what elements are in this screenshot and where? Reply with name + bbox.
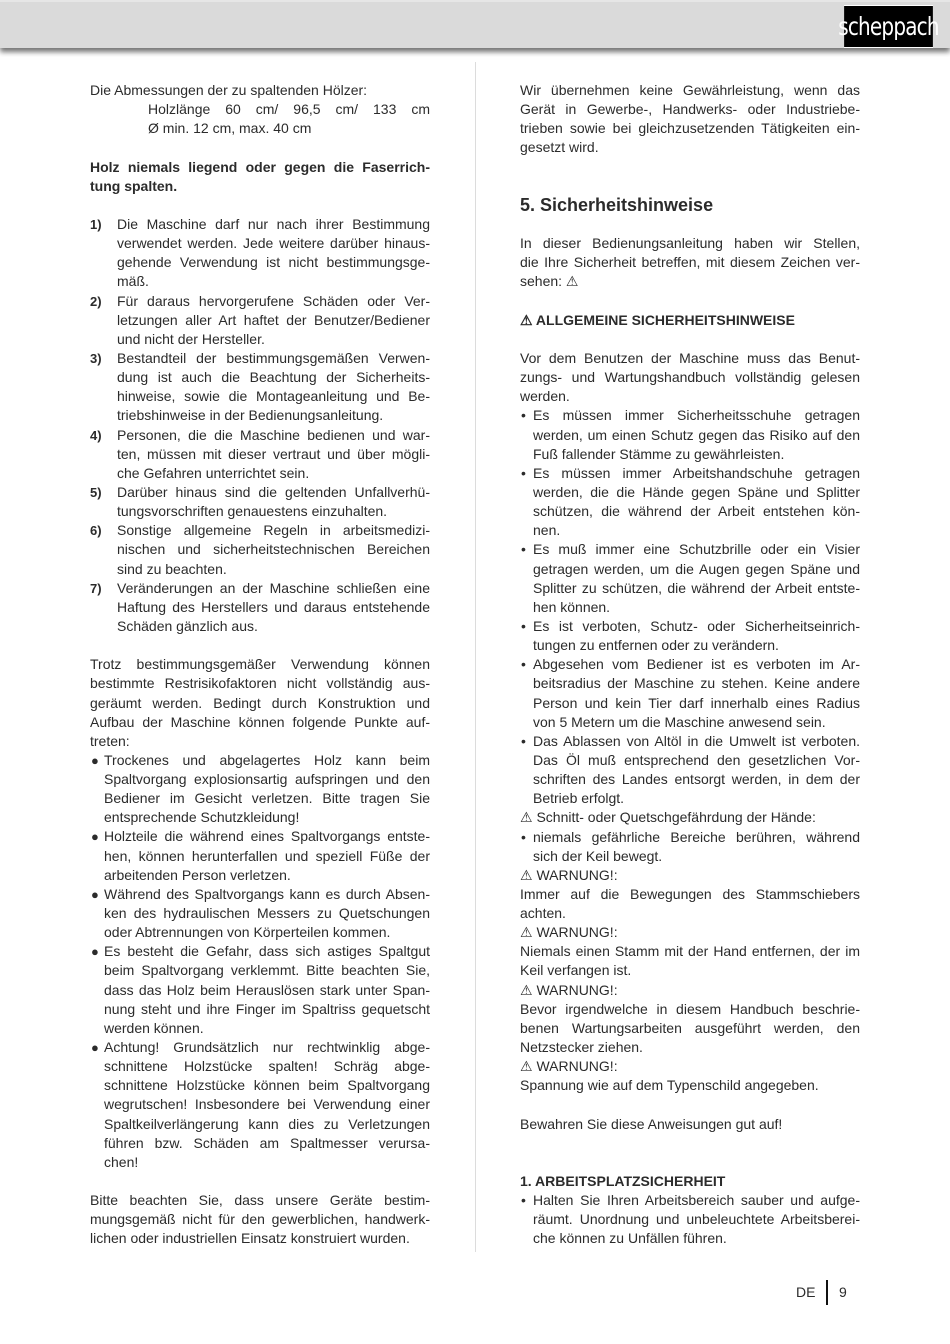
text-line: Die Abmessungen der zu spaltenden Hölzer: <box>90 82 368 98</box>
numbered-item <box>90 349 430 426</box>
text-line: Das Ablassen von Altöl in die Umwelt ist verboten. <box>533 732 860 749</box>
text-line: schützen, die während der Arbeit entstehen kön- <box>533 503 860 520</box>
bullet-item <box>520 828 860 866</box>
text-line: arbeitenden Person verletzen. <box>104 866 291 883</box>
text-line: che können zu Unfällen führen. <box>533 1230 727 1247</box>
paragraph <box>520 808 860 827</box>
text-line: gehende Verwendung ist nicht bestimmungsge- <box>117 254 430 271</box>
text-line: Spannung wie auf dem Typenschild angegeben. <box>520 1077 819 1094</box>
numbered-item <box>90 215 430 292</box>
item-number: 1) <box>90 216 102 232</box>
bullet-marker: • <box>521 464 526 481</box>
text-line: Halten Sie Ihren Arbeitsbereich sauber und aufge- <box>533 1192 860 1209</box>
text-line: getragen werden, um die Augen gegen Späne und <box>533 560 860 577</box>
bullet-item <box>520 406 860 463</box>
text-line: Das Öl muß entsprechend den gesetzlichen Vor- <box>533 751 860 768</box>
text-line: ⚠ WARNUNG!: <box>520 866 618 883</box>
bullet-item <box>520 464 860 541</box>
bullet-item <box>90 942 430 1038</box>
bullet-marker: ● <box>91 886 99 902</box>
text-line: Person und kein Tier darf innerhalb eines Radius <box>533 694 860 711</box>
text-line: Netzstecker ziehen. <box>520 1039 643 1056</box>
paragraph <box>520 1076 860 1095</box>
text-line: hen, können herunterfallen und speziell Füße der <box>104 847 430 864</box>
right-column <box>520 81 860 1249</box>
bold-paragraph <box>520 311 860 330</box>
footer-separator <box>826 1280 828 1305</box>
bullet-item <box>520 540 860 617</box>
bullet-marker: • <box>521 541 526 558</box>
scheppach-logo: scheppach <box>843 5 933 48</box>
text-line: Schäden gänzlich aus. <box>117 617 258 634</box>
bullet-marker: ● <box>91 1040 99 1056</box>
paragraph <box>520 923 860 942</box>
text-line: hinweise, sowie die Montageanleitung und Be- <box>117 388 430 405</box>
text-line: Spaltkeilverlängerung kann dies zu Verletzungen <box>104 1115 430 1132</box>
text-line: tungen zu entfernen oder zu verändern. <box>533 637 779 654</box>
text-line: trieben sowie bei gleichzusetzenden Tätigkeiten ein- <box>520 120 860 137</box>
text-line: Veränderungen an der Maschine schließen eine <box>117 579 430 596</box>
text-line: Darüber hinaus sind die geltenden Unfallverhü- <box>117 483 430 500</box>
text-line: Bewahren Sie diese Anweisungen gut auf! <box>520 1115 783 1132</box>
item-number: 7) <box>90 580 102 596</box>
text-line: Haftung des Herstellers und daraus entstehende <box>117 598 430 615</box>
text-line: schnittene Holzstücke spalten! Schräg abge- <box>104 1058 430 1075</box>
paragraph <box>520 981 860 1000</box>
text-line: Es müssen immer Sicherheitsschuhe getragen <box>533 407 860 424</box>
text-line: dass das Holz beim Herauslösen stark unter Span- <box>104 981 430 998</box>
text-line: verwendet werden. Jede weitere darüber hinaus- <box>117 235 430 252</box>
text-line: Abgesehen vom Bediener ist es verboten im Ar- <box>533 656 860 673</box>
bullet-item <box>90 1038 430 1172</box>
paragraph <box>520 1057 860 1076</box>
item-number: 3) <box>90 350 102 366</box>
section-heading <box>520 196 860 215</box>
text-line: gesetzt wird. <box>520 139 599 156</box>
paragraph <box>520 942 860 980</box>
text-line: Es müssen immer Arbeitshandschuhe getragen <box>533 464 860 481</box>
numbered-item <box>90 426 430 483</box>
text-line: ⚠ WARNUNG!: <box>520 1058 618 1075</box>
bullet-marker: ● <box>91 944 99 960</box>
text-line: Keil verfangen ist. <box>520 962 632 979</box>
text-line: Achtung! Grundsätzlich nur rechtwinklig abge- <box>104 1039 430 1056</box>
text-line: nen. <box>533 522 561 539</box>
text-line: triebshinweise in der Bedienungsanleitung. <box>117 407 384 424</box>
text-line: entsprechende Schutzkleidung! <box>104 809 300 826</box>
bullet-item <box>520 617 860 655</box>
text-line: niemals gefährliche Bereiche berühren, während <box>533 828 860 845</box>
text-line: che Gefahren unterrichtet sein. <box>117 464 310 481</box>
text-line: Aufbau der Maschine können folgende Punkte auf- <box>90 713 430 730</box>
bullet-marker: • <box>521 656 526 673</box>
text-line: treten: <box>90 732 130 749</box>
text-line: Sonstige allgemeine Regeln in arbeitsmedizi- <box>117 522 430 539</box>
text-line: tung spalten. <box>90 177 178 194</box>
bullet-marker: • <box>521 617 526 634</box>
text-line: beitsradius der Maschine zu stehen. Keine andere <box>533 675 860 692</box>
text-line: ⚠ WARNUNG!: <box>520 924 618 941</box>
text-line: ⚠ WARNUNG!: <box>520 981 618 998</box>
text-line: ⚠ Schnitt- oder Quetschgefährdung der Hände: <box>520 809 816 826</box>
text-line: führen bzw. Schäden am Spaltmesser verursa- <box>104 1134 430 1151</box>
bullet-marker: • <box>521 732 526 749</box>
text-line: achten. <box>520 905 566 922</box>
bullet-item <box>520 732 860 809</box>
text-line: lichen oder industriellen Einsatz konstruiert wurden. <box>90 1230 410 1247</box>
text-line: und nicht der Hersteller. <box>117 330 265 347</box>
paragraph <box>90 81 430 100</box>
text-line: sich der Keil bewegt. <box>533 847 663 864</box>
paragraph <box>520 885 860 923</box>
text-line: chen! <box>104 1153 139 1170</box>
item-number: 5) <box>90 484 102 500</box>
numbered-item <box>90 521 430 578</box>
text-line: tungsvorschriften genauestens einzuhalten. <box>117 503 388 520</box>
paragraph <box>90 655 430 751</box>
left-column <box>90 81 430 1249</box>
text-line: Es muß immer eine Schutzbrille oder ein Visier <box>533 541 860 558</box>
text-line: Spaltvorgang explosionsartig aufspringen und den <box>104 771 430 788</box>
numbered-item <box>90 483 430 521</box>
column-divider <box>475 62 476 1252</box>
bold-paragraph <box>520 1172 860 1191</box>
text-line: hen können. <box>533 598 611 615</box>
page-number: 9 <box>839 1284 847 1300</box>
text-line: geräumt werden. Bedingt durch Konstruktion und <box>90 694 430 711</box>
text-line: beim Spaltvorgang verklemmt. Bitte beachten Sie, <box>104 962 430 979</box>
text-line: schriften des Landes entsorgt werden, in dem der <box>533 771 860 788</box>
text-line: wegrutschen! Insbesondere bei Verwendung einer <box>104 1096 430 1113</box>
text-line: Während des Spaltvorgangs kann es durch Absen- <box>104 885 430 902</box>
text-line: Holzlänge 60 cm/ 96,5 cm/ 133 cm <box>148 101 430 118</box>
item-number: 2) <box>90 293 102 309</box>
text-line: Splitter zu schützen, die während der Arbeit entste- <box>533 579 860 596</box>
item-number: 6) <box>90 523 102 539</box>
text-line: sind zu beachten. <box>117 560 227 577</box>
paragraph <box>520 1115 860 1134</box>
bullet-marker: • <box>521 828 526 845</box>
footer-language: DE <box>796 1284 816 1300</box>
text-line: von 5 Metern um die Maschine anwesend sein. <box>533 713 826 730</box>
bullet-item <box>520 1191 860 1248</box>
text-line: Es ist verboten, Schutz- oder Sicherheitseinrich- <box>533 617 860 634</box>
numbered-item <box>90 579 430 636</box>
numbered-item <box>90 292 430 349</box>
text-line: Bediener im Gesicht verletzen. Bitte tragen Sie <box>104 790 430 807</box>
text-line: nung steht und ihre Finger im Spaltriss gequetscht <box>104 1000 430 1017</box>
text-line: Wir übernehmen keine Gewährleistung, wenn das <box>520 82 860 98</box>
indented-text <box>90 100 430 138</box>
text-line: Fuß fallender Stämme zu gewährleisten. <box>533 445 785 462</box>
text-line: Die Maschine darf nur nach ihrer Bestimmung <box>117 215 430 232</box>
text-line: ten, müssen mit dieser vertraut und über mögli- <box>117 445 430 462</box>
text-line: Trockenes und abgelagertes Holz kann beim <box>104 751 430 768</box>
text-line: werden, um einen Schutz gegen das Risiko auf den <box>533 426 860 443</box>
bullet-marker: • <box>521 1192 526 1209</box>
bullet-marker: ● <box>91 752 99 768</box>
text-line: ken des hydraulischen Messers zu Quetschungen <box>104 905 430 922</box>
text-line: 5. Sicherheitshinweise <box>520 194 714 215</box>
paragraph <box>520 234 860 291</box>
text-line: Vor dem Benutzen der Maschine muss das Benut- <box>520 349 860 366</box>
text-line: Für daraus hervorgerufene Schäden oder Ver- <box>117 292 430 309</box>
text-line: mäß. <box>117 273 149 290</box>
text-line: Es besteht die Gefahr, dass sich astiges Spaltgut <box>104 943 430 960</box>
text-line: werden. <box>520 388 570 405</box>
text-line: dung ist auch die Beachtung der Sicherheits- <box>117 369 430 386</box>
bullet-item <box>90 751 430 828</box>
bold-paragraph <box>90 158 430 196</box>
paragraph <box>520 1000 860 1057</box>
page-header <box>0 0 950 48</box>
bullet-item <box>90 885 430 942</box>
text-line: Betrieb erfolgt. <box>533 790 625 807</box>
text-line: ⚠ ALLGEMEINE SICHERHEITSHINWEISE <box>520 311 795 328</box>
text-line: benen Wartungsarbeiten ausgeführt werden, den <box>520 1019 860 1036</box>
text-line: oder Abtrennungen von Körperteilen kommen. <box>104 924 391 941</box>
item-number: 4) <box>90 427 102 443</box>
paragraph <box>520 866 860 885</box>
text-line: 1. ARBEITSPLATZSICHERHEIT <box>520 1173 726 1190</box>
text-line: mungsgemäß nicht für den gewerblichen, handwerk- <box>90 1211 430 1228</box>
text-line: zungs- und Wartungshandbuch vollständig gelesen <box>520 369 860 386</box>
text-line: Personen, die die Maschine bedienen und war- <box>117 426 430 443</box>
text-line: nischen und sicherheitstechnischen Bereichen <box>117 541 430 558</box>
bullet-marker: • <box>521 407 526 424</box>
text-line: Gerät in Gewerbe-, Handwerks- oder Industriebe- <box>520 101 860 118</box>
text-line: Trotz bestimmungsgemäßer Verwendung können <box>90 656 430 673</box>
text-line: werden können. <box>104 1019 204 1036</box>
text-line: Bevor irgendwelche in diesem Handbuch beschrie- <box>520 1000 860 1017</box>
text-line: die Ihre Sicherheit betreffen, mit diesem Zeichen ver- <box>520 254 860 271</box>
text-line: Niemals einen Stamm mit der Hand entfernen, der im <box>520 943 860 960</box>
text-line: Ø min. 12 cm, max. 40 cm <box>148 120 312 137</box>
bullet-item <box>90 827 430 884</box>
text-line: schnittene Holzstücke können beim Spaltvorgang <box>104 1077 430 1094</box>
text-line: werden, die die Hände gegen Späne und Splitter <box>533 483 860 500</box>
text-line: räumt. Unordnung und unbeleuchtete Arbeitsberei- <box>533 1211 860 1228</box>
text-line: Bitte beachten Sie, dass unsere Geräte bestim- <box>90 1192 430 1209</box>
paragraph <box>520 349 860 406</box>
bullet-item <box>520 655 860 732</box>
text-line: letzungen aller Art haftet der Benutzer/Bediener <box>117 311 430 328</box>
text-line: In dieser Bedienungsanleitung haben wir Stellen, <box>520 235 860 252</box>
text-line: Immer auf die Bewegungen des Stammschiebers <box>520 885 860 902</box>
text-line: bestimmte Restrisikofaktoren nicht vollständig aus- <box>90 675 430 692</box>
text-line: Bestandteil der bestimmungsgemäßen Verwen- <box>117 349 430 366</box>
bullet-marker: ● <box>91 829 99 845</box>
paragraph <box>90 1191 430 1248</box>
text-line: Holz niemals liegend oder gegen die Faserrich- <box>90 158 430 175</box>
paragraph <box>520 81 860 158</box>
text-line: Holzteile die während eines Spaltvorgangs entste- <box>104 828 430 845</box>
text-line: sehen: ⚠ <box>520 273 579 290</box>
